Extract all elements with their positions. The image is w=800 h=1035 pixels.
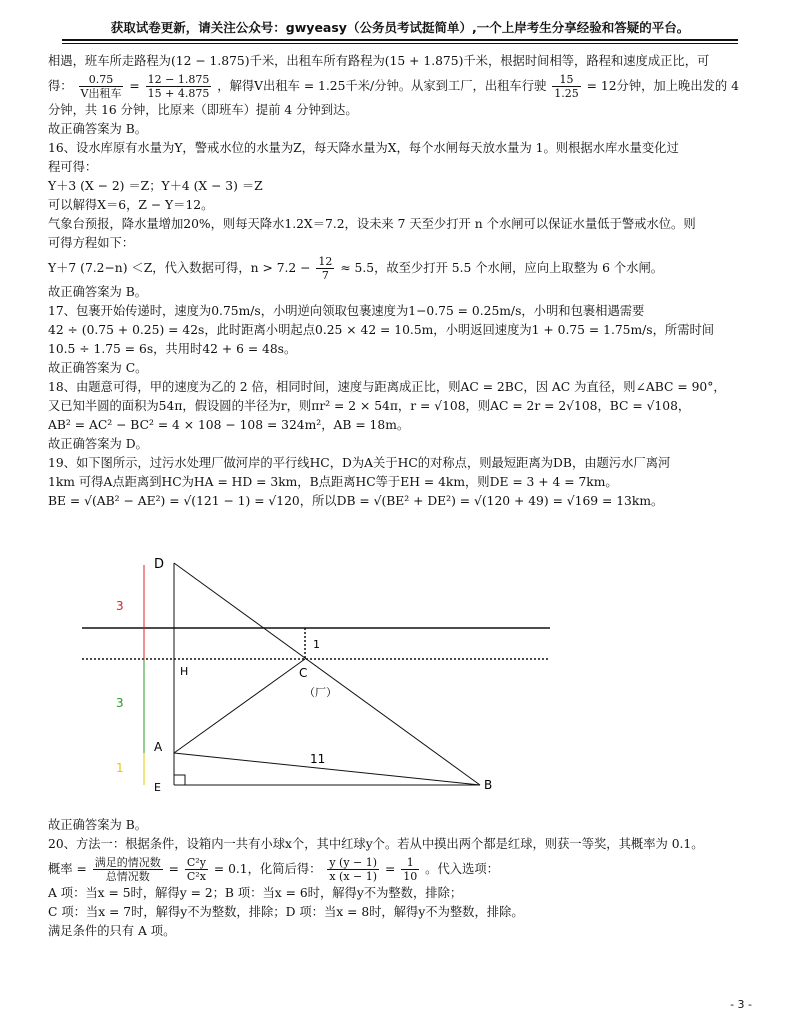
label-d: D bbox=[154, 557, 165, 572]
text-line: 分钟，共 16 分钟，比原来（即班车）提前 4 分钟到达。 bbox=[48, 103, 358, 117]
question-18-line: 18、由题意可得，甲的速度为乙的 2 倍，相同时间，速度与距离成正比，则AC = 2BC，因 AC 为直径，则∠ABC = 90°， bbox=[48, 380, 726, 394]
label-3-top: 3 bbox=[116, 599, 124, 613]
line-a-c bbox=[174, 659, 308, 753]
question-16-line: 16、设水库原有水量为Y，警戒水位的水量为Z，每天降水量为X，每个水闸每天放水量为 1。则根据水库水量变化过 bbox=[48, 141, 679, 155]
label-11: 11 bbox=[310, 752, 326, 766]
label-1-river: 1 bbox=[313, 638, 320, 651]
right-angle-mark bbox=[174, 775, 185, 785]
text-line: 1km 可得A点距离到HC为HA = HD = 3km，B点距离HC等于EH = 4km，则DE = 3 + 4 = 7km。 bbox=[48, 475, 618, 489]
fraction: $\frac{\text{C²y}}{\text{C²x}}$ bbox=[186, 856, 206, 883]
question-20-line: 20、方法一：根据条件，设箱内一共有小球x个，其中红球y个。若从中摸出两个都是红球，则获一等奖，其概率为 0.1。 bbox=[48, 837, 704, 851]
header-rule bbox=[62, 39, 738, 41]
label-c: C bbox=[299, 666, 308, 680]
formula-line: 得： $\frac{0.75}{\text{V出租车}}$ = $\frac{12 - 1.875}{15 + 4.875}$ ，解得V出租车 = 1.25千米/分钟。从家到工厂，出租车行驶 $\frac{15}{1.25}$ = 12分钟，加上晚出发的 4 bbox=[48, 73, 739, 100]
fraction: $\frac{y (y - 1)}{x (x - 1)}$ bbox=[329, 856, 378, 883]
label-1-left: 1 bbox=[116, 761, 124, 775]
answer-line: 故正确答案为 C。 bbox=[48, 361, 148, 375]
text-line: A 项：当x = 5时，解得y = 2；B 项：当x = 6时，解得y不为整数，排除； bbox=[48, 886, 463, 900]
fraction: $\frac{12}{7}$ bbox=[318, 255, 333, 282]
question-19-line: 19、如下图所示，过污水处理厂做河岸的平行线HC，D为A关于HC的对称点，则最短距离为DB，由题污水厂离河 bbox=[48, 456, 671, 470]
label-factory: （厂） bbox=[304, 686, 337, 699]
text-line: AB² = AC² − BC² = 4 × 108 − 108 = 324m²，AB = 18m。 bbox=[48, 418, 410, 432]
text-line: 程可得： bbox=[48, 160, 98, 174]
fraction: $\frac{0.75}{\text{V出租车}}$ bbox=[80, 73, 122, 100]
answer-line: 故正确答案为 B。 bbox=[48, 818, 148, 832]
text-line: 又已知半圆的面积为54π，假设圆的半径为r，则πr² = 2 × 54π，r = √108，则AC = 2r = 2√108，BC = √108， bbox=[48, 399, 691, 413]
label-h: H bbox=[180, 665, 189, 678]
answer-line: 故正确答案为 B。 bbox=[48, 122, 148, 136]
fraction: $\frac{15}{1.25}$ bbox=[554, 73, 579, 100]
geometry-figure bbox=[60, 555, 560, 804]
header-rule-thin bbox=[62, 43, 738, 44]
answer-line: 故正确答案为 D。 bbox=[48, 437, 148, 451]
label-3-mid: 3 bbox=[116, 696, 124, 710]
text-line: 可以解得X＝6，Z − Y＝12。 bbox=[48, 198, 214, 212]
question-17-line: 17、包裹开始传递时，速度为0.75m/s，小明逆向领取包裹速度为1−0.75 = 0.25m/s，小明和包裹相遇需要 bbox=[48, 304, 645, 318]
text-line: 相遇，班车所走路程为(12 − 1.875)千米，出租车所有路程为(15 + 1.875)千米，根据时间相等，路程和速度成正比，可 bbox=[48, 54, 710, 68]
label-b: B bbox=[484, 778, 493, 792]
solution-text-bottom bbox=[48, 816, 760, 941]
page-number: - 3 - bbox=[730, 998, 752, 1011]
label-a: A bbox=[154, 740, 163, 754]
answer-line: 故正确答案为 B。 bbox=[48, 285, 148, 299]
text-line: 气象台预报，降水量增加20%，则每天降水1.2X＝7.2，设未来 7 天至少打开 n 个水闸可以保证水量低于警戒水位。则 bbox=[48, 217, 696, 231]
text-line: 42 ÷ (0.75 + 0.25) = 42s，此时距离小明起点0.25 × 42 = 10.5m，小明返回速度为1 + 0.75 = 1.75m/s，所需时间 bbox=[48, 323, 715, 337]
page-header: 获取试卷更新，请关注公众号：gwyeasy（公务员考试挺简单）,一个上岸考生分享经验和答疑的平台。 bbox=[110, 20, 690, 35]
text-line: C 项：当x = 7时，解得y不为整数，排除；D 项：当x = 8时，解得y不为整数，排除。 bbox=[48, 905, 524, 919]
text-line: 可得方程如下： bbox=[48, 236, 135, 250]
line-a-b bbox=[174, 753, 480, 785]
equation-line: Y＋3 (X − 2) ＝Z；Y＋4 (X − 3) ＝Z bbox=[48, 179, 263, 193]
text-line: 满足条件的只有 A 项。 bbox=[48, 924, 176, 938]
text-line: 10.5 ÷ 1.75 = 6s，共用时42 + 6 = 48s。 bbox=[48, 342, 297, 356]
fraction: $\frac{1}{10}$ bbox=[403, 856, 418, 883]
label-e: E bbox=[154, 781, 161, 794]
formula-line: Y＋7 (7.2−n) ＜Z，代入数据可得，n > 7.2 − $\frac{12}{7}$ ≈ 5.5，故至少打开 5.5 个水闸，应向上取整为 6 个水闸。 bbox=[48, 255, 664, 282]
fraction: $\frac{\text{满足的情况数}}{\text{总情况数}}$ bbox=[94, 856, 161, 883]
line-d-b bbox=[174, 563, 480, 785]
formula-line: 概率 = $\frac{\text{满足的情况数}}{\text{总情况数}}$ = $\frac{\text{C²y}}{\text{C²x}}$ = 0.1，化简后得： $\frac{y (y - 1)}{x (x - 1)}$ = $\frac{1}{10}$ 。代入选项： bbox=[48, 856, 499, 883]
text-line: BE = √(AB² − AE²) = √(121 − 1) = √120，所以DB = √(BE² + DE²) = √(120 + 49) = √169 = 13km。 bbox=[48, 494, 664, 508]
fraction: $\frac{12 - 1.875}{15 + 4.875}$ bbox=[147, 73, 210, 100]
solution-text bbox=[48, 52, 760, 511]
